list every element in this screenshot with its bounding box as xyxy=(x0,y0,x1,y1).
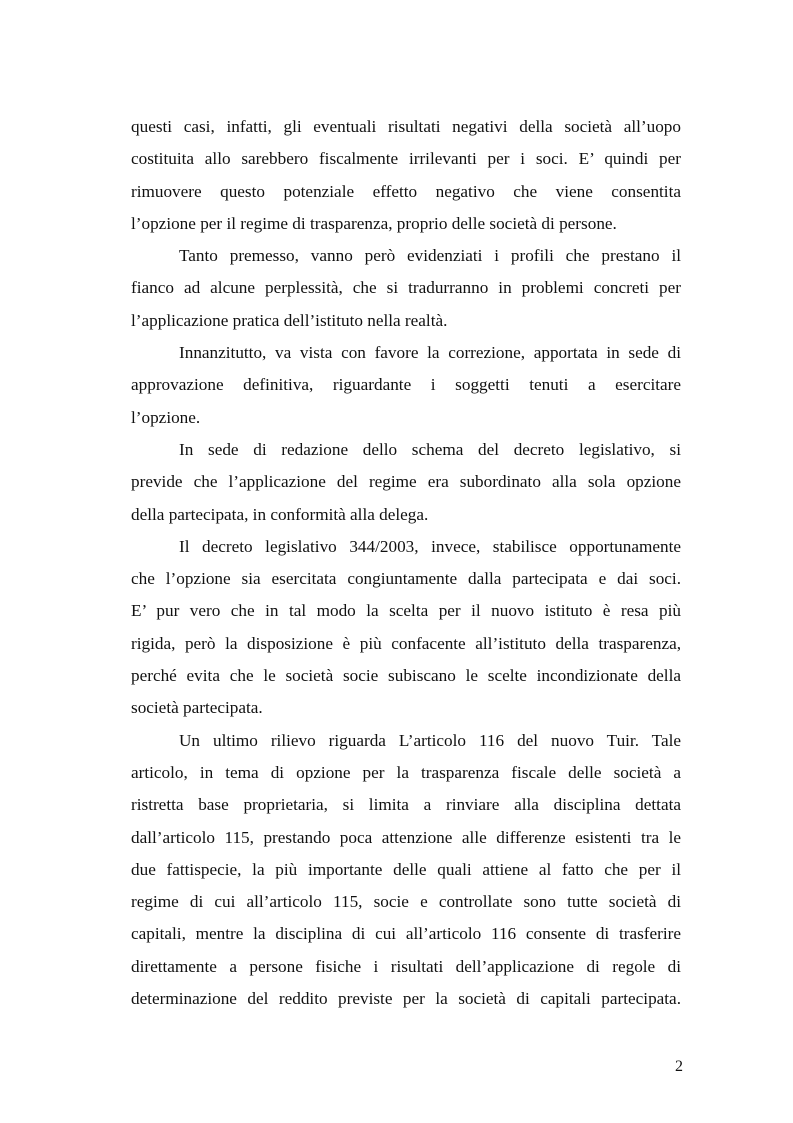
text-line: costituita allo sarebbero fiscalmente irrilevanti per i soci. E’ quindi per xyxy=(131,149,681,169)
text-line: ristretta base proprietaria, si limita a rinviare alla disciplina dettata xyxy=(131,795,681,815)
text-line: E’ pur vero che in tal modo la scelta per il nuovo istituto è resa più xyxy=(131,601,681,621)
text-line: In sede di redazione dello schema del decreto legislativo, si xyxy=(179,439,681,459)
text-line: rigida, però la disposizione è più confacente all’istituto della trasparenza, xyxy=(131,633,681,653)
paragraph-3 xyxy=(131,337,681,434)
paragraph-2 xyxy=(131,240,681,337)
text-line: Un ultimo rilievo riguarda L’articolo 116 del nuovo Tuir. Tale xyxy=(179,730,681,750)
text-line: regime di cui all’articolo 115, socie e controllate sono tutte società di xyxy=(131,892,681,912)
text-line: rimuovere questo potenziale effetto negativo che viene consentita xyxy=(131,181,681,201)
text-line: articolo, in tema di opzione per la trasparenza fiscale delle società a xyxy=(131,762,681,782)
body-text xyxy=(131,111,681,1015)
text-line: determinazione del reddito previste per la società di capitali partecipata. xyxy=(131,989,681,1009)
text-line: che l’opzione sia esercitata congiuntamente dalla partecipata e dai soci. xyxy=(131,569,681,589)
text-line: Il decreto legislativo 344/2003, invece, stabilisce opportunamente xyxy=(179,536,681,556)
paragraph-6 xyxy=(131,725,681,1016)
text-line: perché evita che le società socie subiscano le scelte incondizionate della xyxy=(131,666,681,686)
text-line: direttamente a persone fisiche i risultati dell’applicazione di regole di xyxy=(131,956,681,976)
text-line: Innanzitutto, va vista con favore la correzione, apportata in sede di xyxy=(179,343,681,363)
paragraph-5 xyxy=(131,531,681,725)
text-line: approvazione definitiva, riguardante i soggetti tenuti a esercitare xyxy=(131,375,681,395)
paragraph-1 xyxy=(131,111,681,240)
text-line: società partecipata. xyxy=(131,698,263,718)
text-line: questi casi, infatti, gli eventuali risultati negativi della società all’uopo xyxy=(131,117,681,136)
text-line: l’opzione. xyxy=(131,407,201,427)
text-line: due fattispecie, la più importante delle quali attiene al fatto che per il xyxy=(131,859,681,879)
text-line: l’opzione per il regime di trasparenza, proprio delle società di persone. xyxy=(131,213,617,233)
text-line: della partecipata, in conformità alla delega. xyxy=(131,504,429,524)
text-line: l’applicazione pratica dell’istituto nella realtà. xyxy=(131,310,448,330)
text-line: fianco ad alcune perplessità, che si tradurranno in problemi concreti per xyxy=(131,278,681,298)
page-number: 2 xyxy=(675,1058,683,1075)
text-line: previde che l’applicazione del regime era subordinato alla sola opzione xyxy=(131,472,681,492)
text-line: dall’articolo 115, prestando poca attenzione alle differenze esistenti tra le xyxy=(131,827,681,847)
text-line: capitali, mentre la disciplina di cui all’articolo 116 consente di trasferire xyxy=(131,924,681,944)
text-line: Tanto premesso, vanno però evidenziati i profili che prestano il xyxy=(179,246,681,266)
paragraph-4 xyxy=(131,434,681,531)
